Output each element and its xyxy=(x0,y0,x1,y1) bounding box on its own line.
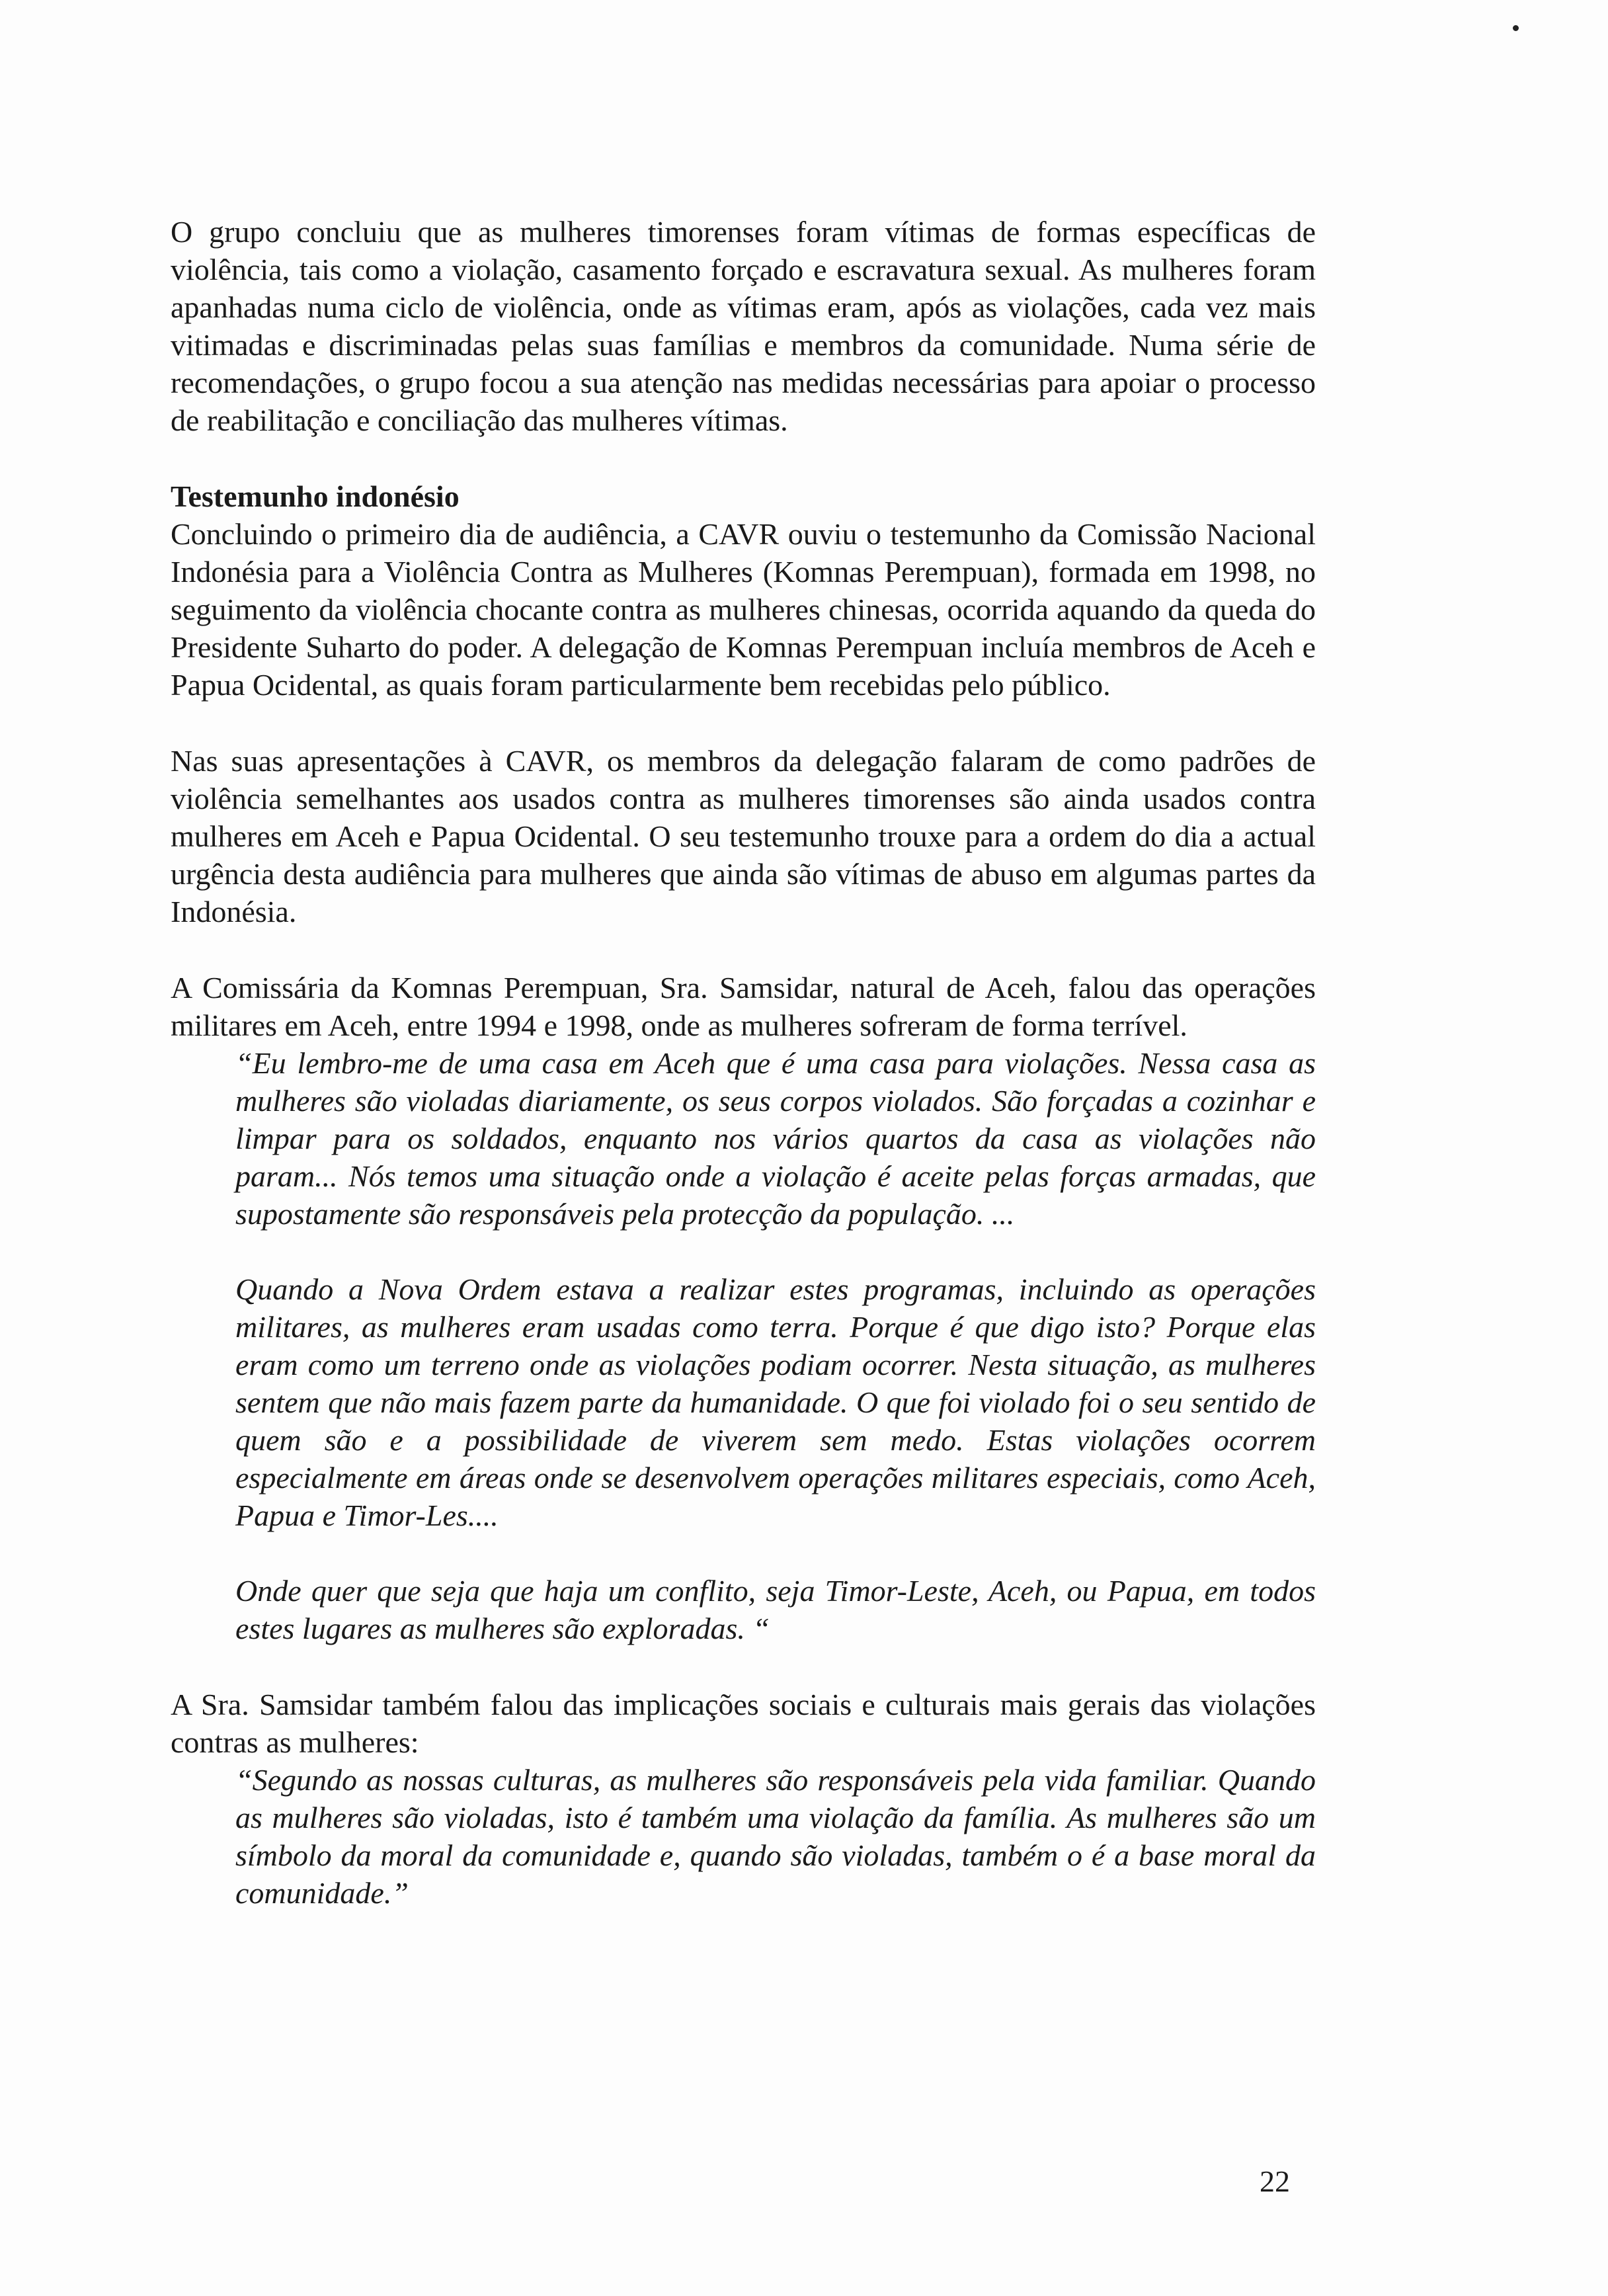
scan-speck xyxy=(1513,25,1519,31)
section-heading: Testemunho indonésio xyxy=(171,479,460,513)
paragraph-delegation-presentations: Nas suas apresentações à CAVR, os membros da delegação falaram de como padrões de violência semelhantes aos usados contra as mulheres timorenses são ainda usados contra mulheres em Aceh e Papua Ocidental. O seu testemunho trouxe para a ordem do dia a actual urgência desta audiência para mulheres que ainda são vítimas de abuso em algumas partes da Indonésia. xyxy=(171,744,1316,928)
paragraph-indonesian-testimony: Concluindo o primeiro dia de audiência, a CAVR ouviu o testemunho da Comissão Nacional Indonésia para a Violência Contra as Mulheres (Komnas Perempuan), formada em 1998, no seguimento da violência chocante contra as mulheres chinesas, ocorrida aquando da queda do Presidente Suharto do poder. A delegação de Komnas Perempuan incluía membros de Aceh e Papua Ocidental, as quais foram particularmente bem recebidas pelo público. xyxy=(171,517,1316,702)
paragraph-social-implications: A Sra. Samsidar também falou das implicações sociais e culturais mais gerais das violações contras as mulheres: xyxy=(171,1688,1316,1759)
quote-new-order: Quando a Nova Ordem estava a realizar estes programas, incluindo as operações militares, as mulheres eram usadas como terra. Porque é que digo isto? Porque elas eram como um terreno onde as violações podiam ocorrer. Nesta situação, as mulheres sentem que não mais fazem parte da humanidade. O que foi violado foi o seu sentido de quem são e a possibilidade de viverem sem medo. Estas violações ocorrem especialmente em áreas onde se desenvolvem operações militares especiais, como Aceh, Papua e Timor-Les.... xyxy=(235,1272,1316,1532)
quote-conflict-exploitation: Onde quer que seja que haja um conflito, seja Timor-Leste, Aceh, ou Papua, em todos estes lugares as mulheres são exploradas. “ xyxy=(235,1574,1316,1645)
quote-cultural-morality: “Segundo as nossas culturas, as mulheres são responsáveis pela vida familiar. Quando as mulheres são violadas, isto é também uma violação da família. As mulheres são um símbolo da moral da comunidade e, quando são violadas, também o é a base moral da comunidade.” xyxy=(235,1763,1316,1910)
page-content xyxy=(171,213,1316,1912)
page-number: 22 xyxy=(1260,2164,1290,2198)
quote-rape-house: “Eu lembro-me de uma casa em Aceh que é uma casa para violações. Nessa casa as mulheres são violadas diariamente, os seus corpos violados. São forçadas a cozinhar e limpar para os soldados, enquanto nos vários quartos da casa as violações não param... Nós temos uma situação onde a violação é aceite pelas forças armadas, que supostamente são responsáveis pela protecção da população. ... xyxy=(235,1046,1316,1231)
paragraph-group-conclusion: O grupo concluiu que as mulheres timorenses foram vítimas de formas específicas de violência, tais como a violação, casamento forçado e escravatura sexual. As mulheres foram apanhadas numa ciclo de violência, onde as vítimas eram, após as violações, cada vez mais vitimadas e discriminadas pelas suas famílias e membros da comunidade. Numa série de recomendações, o grupo focou a sua atenção nas medidas necessárias para apoiar o processo de reabilitação e conciliação das mulheres vítimas. xyxy=(171,215,1316,437)
paragraph-samsidar-intro: A Comissária da Komnas Perempuan, Sra. Samsidar, natural de Aceh, falou das operações militares em Aceh, entre 1994 e 1998, onde as mulheres sofreram de forma terrível. xyxy=(171,971,1316,1042)
